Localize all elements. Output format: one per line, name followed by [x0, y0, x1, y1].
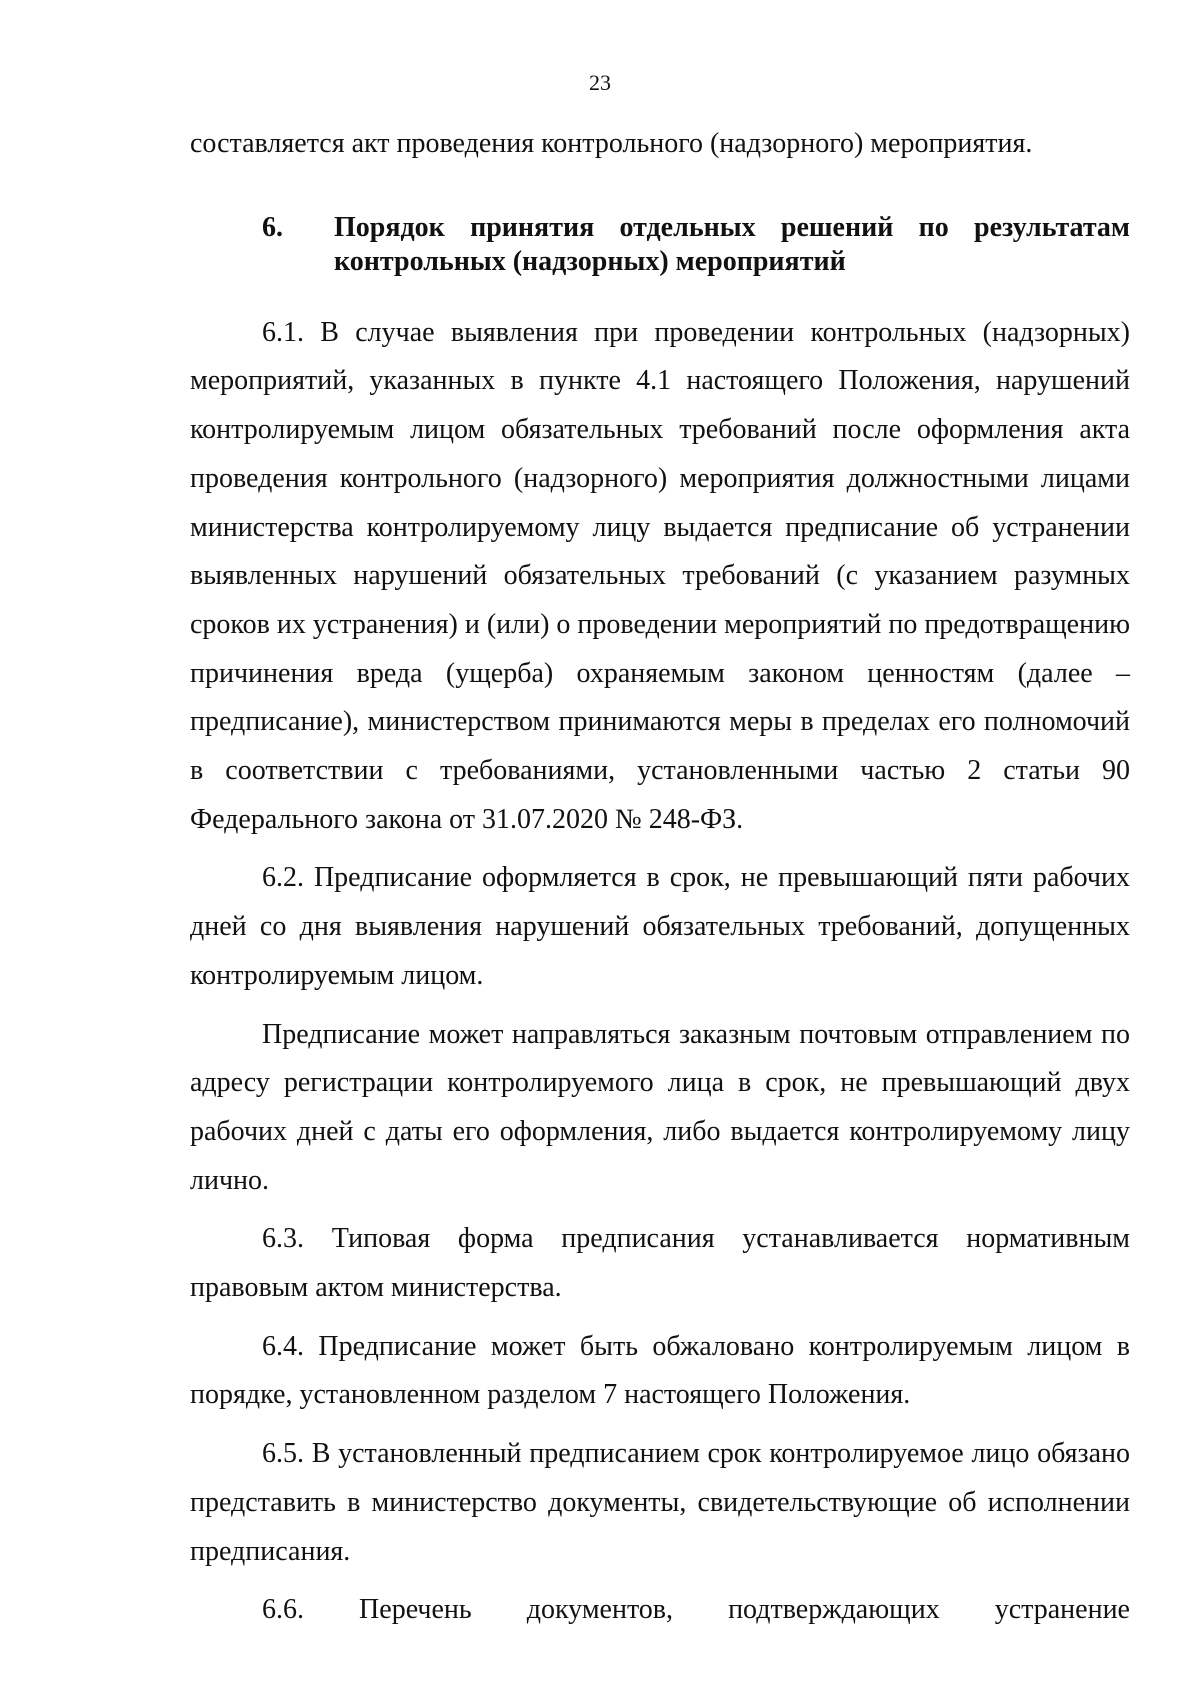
- lead-text: составляется акт проведения контрольного (надзорного) мероприятия.: [190, 128, 1033, 159]
- document-body: [190, 120, 1130, 1635]
- page-number: 23: [589, 70, 611, 95]
- paragraph-6-3: 6.3. Типовая форма предписания устанавливается нормативным правовым актом министерства.: [190, 1223, 1130, 1304]
- paragraph-6-1: 6.1. В случае выявления при проведении контрольных (надзорных) мероприятий, указанных в пункте 4.1 настоящего Положения, нарушений контролируемым лицом обязательных требований после оформления акта проведения контрольного (надзорного) мероприятия должностными лицами министерства контролируемому лицу выдается предписание об устранении выявленных нарушений обязательных требований (с указанием разумных сроков их устранения) и (или) о проведении мероприятий по предотвращению причинения вреда (ущерба) охраняемым законом ценностям (далее – предписание), министерством принимаются меры в пределах его полномочий в соответствии с требованиями, установленными частью 2 статьи 90 Федерального закона от 31.07.2020 № 248-ФЗ.: [190, 316, 1130, 835]
- section-heading: [190, 211, 1130, 279]
- section-number: 6.: [262, 211, 283, 243]
- section-title: Порядок принятия отдельных решений по результатам контрольных (надзорных) мероприятий: [334, 211, 1130, 277]
- paragraph-6-2: 6.2. Предписание оформляется в срок, не превышающий пяти рабочих дней со дня выявления нарушений обязательных требований, допущенных контролируемым лицом.: [190, 862, 1130, 991]
- paragraph-6-2-delivery: Предписание может направляться заказным почтовым отправлением по адресу регистрации контролируемого лица в срок, не превышающий двух рабочих дней с даты его оформления, либо выдается контролируемому лицу лично.: [190, 1018, 1130, 1196]
- paragraph-6-4: 6.4. Предписание может быть обжаловано контролируемым лицом в порядке, установленном разделом 7 настоящего Положения.: [190, 1330, 1130, 1411]
- paragraph-6-5: 6.5. В установленный предписанием срок контролируемое лицо обязано представить в министерство документы, свидетельствующие об исполнении предписания.: [190, 1438, 1130, 1567]
- paragraph-6-6: 6.6. Перечень документов, подтверждающих устранение: [262, 1594, 1130, 1626]
